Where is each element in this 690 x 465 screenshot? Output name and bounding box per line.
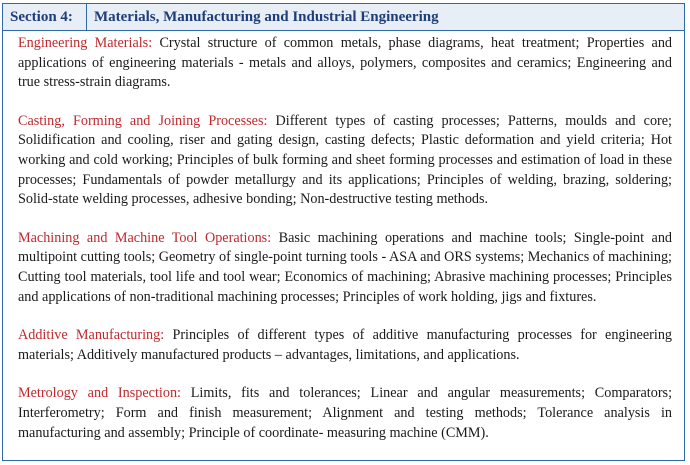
section-header xyxy=(3,4,684,31)
topic-title: Metrology and Inspection: xyxy=(18,385,181,402)
section-title: Materials, Manufacturing and Industrial Engineering xyxy=(94,8,439,25)
topic-title: Casting, Forming and Joining Processes: xyxy=(18,112,268,129)
section-content xyxy=(18,34,672,443)
topic-machining xyxy=(18,229,672,307)
syllabus-table xyxy=(2,3,685,461)
topic-title: Machining and Machine Tool Operations: xyxy=(18,229,272,246)
topic-body: Basic machining operations and machine tools; Single-point and multipoint cutting tools; Geometry of single-point turning tools - ASA and ORS systems; Mechanics of machining; Cutting tool materials, tool life and tool wear; Economics of machining; Abrasive machining processes; Principles and applications of non-traditional machining processes; Principles of work holding, jigs and fixtures. xyxy=(18,229,673,305)
topic-body: Principles of different types of additive manufacturing processes for engineering materials; Additively manufactured products – advantages, limitations, and applications. xyxy=(18,327,673,363)
topic-additive-manufacturing xyxy=(18,326,672,365)
topic-metrology-inspection xyxy=(18,384,672,443)
topic-body: Crystal structure of common metals, phase diagrams, heat treatment; Properties and applications of engineering materials - metals and alloys, polymers, composites and ceramics; Engineering and true stress-strain diagrams. xyxy=(18,35,673,91)
topic-engineering-materials xyxy=(18,34,672,93)
topic-body: Different types of casting processes; Patterns, moulds and core; Solidification and cooling, riser and gating design, casting defects; Plastic deformation and yield criteria; Hot working and cold working; Principles of bulk forming and sheet forming processes and estimation of load in these processes; Fundamentals of powder metallurgy and its applications; Principles of welding, brazing, soldering; Solid-state welding processes, adhesive bonding; Non-destructive testing methods. xyxy=(18,112,672,208)
topic-title: Engineering Materials: xyxy=(18,35,153,51)
section-label: Section 4: xyxy=(3,4,87,30)
topic-body: Limits, fits and tolerances; Linear and angular measurements; Comparators; Interferometry; Form and finish measurement; Alignment and testing methods; Tolerance analysis in manufacturing and assembly; Principle of coordinate- measuring machine (CMM). xyxy=(18,385,673,441)
topic-casting-forming-joining xyxy=(18,112,672,210)
topic-title: Additive Manufacturing: xyxy=(18,327,165,344)
